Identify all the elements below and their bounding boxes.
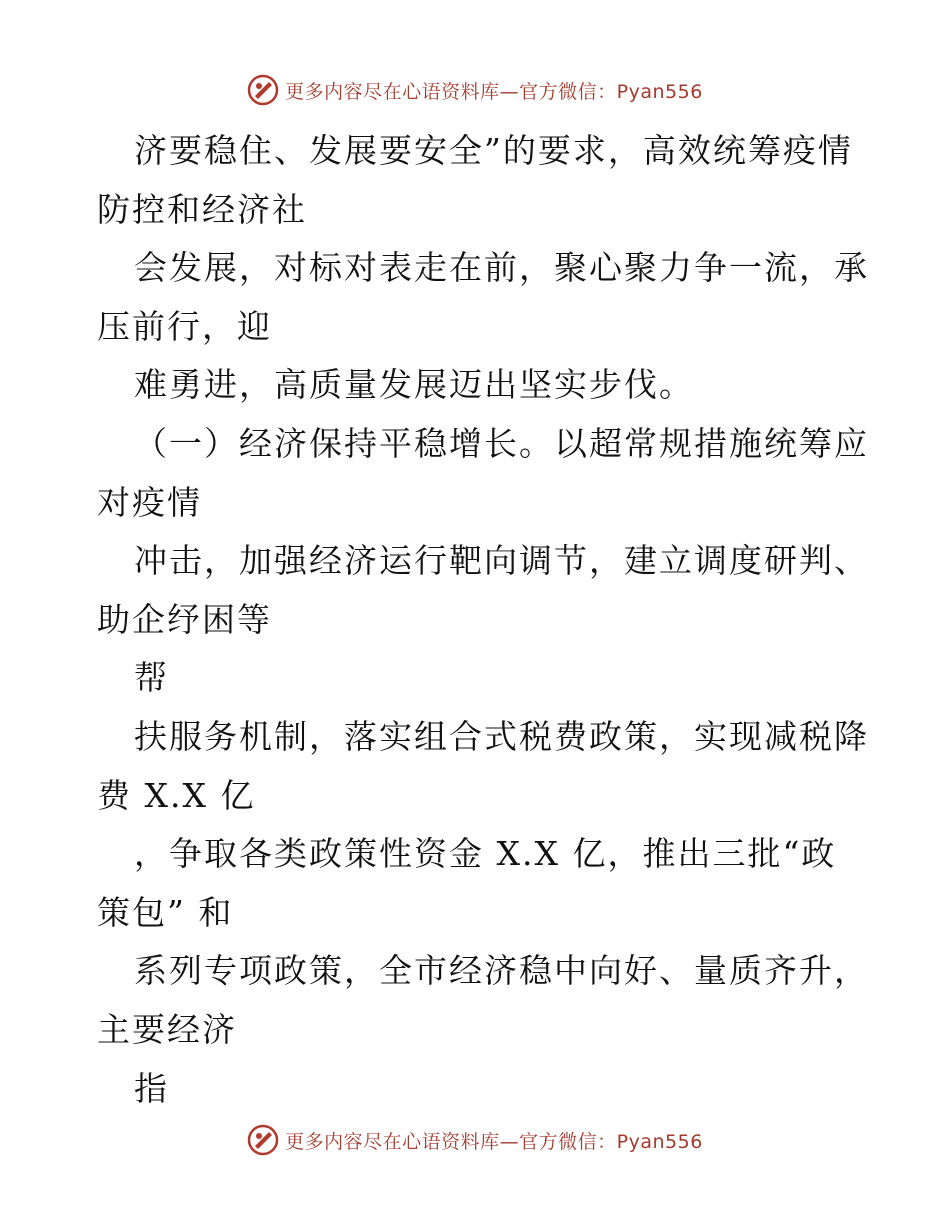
text-line: 系列专项政策，全市经济稳中向好、量质齐升， xyxy=(134,951,869,991)
section-heading-line: （一）经济保持平稳增长。以超常规措施统筹应 xyxy=(134,423,869,463)
text-line: 冲击，加强经济运行靶向调节，建立调度研判、 xyxy=(134,541,869,581)
text-line: 主要经济 xyxy=(97,1009,237,1049)
text-line: 扶服务机制，落实组合式税费政策，实现减税降 xyxy=(134,716,869,756)
text-line: 会发展，对标对表走在前，聚心聚力争一流，承 xyxy=(134,248,869,288)
watermark-text: 更多内容尽在心语资料库—官方微信：Pyan556 xyxy=(285,1130,703,1153)
text-line: 指 xyxy=(134,1068,169,1108)
text-line: 帮 xyxy=(134,658,169,698)
seal-logo-icon xyxy=(247,1124,279,1156)
text-line: 压前行，迎 xyxy=(97,306,272,346)
text-line: 助企纾困等 xyxy=(97,599,272,639)
text-line: 策包” 和 xyxy=(97,892,234,932)
text-line: ，争取各类政策性资金 X.X 亿，推出三批“政 xyxy=(134,834,837,874)
seal-logo-icon xyxy=(247,74,279,106)
watermark-text: 更多内容尽在心语资料库—官方微信：Pyan556 xyxy=(285,80,703,103)
footer-watermark xyxy=(0,1120,950,1160)
header-watermark xyxy=(0,70,950,110)
text-line: 对疫情 xyxy=(97,482,202,522)
text-line: 防控和经济社 xyxy=(97,189,307,229)
document-body xyxy=(97,122,869,1118)
text-line: 难勇进，高质量发展迈出坚实步伐。 xyxy=(134,365,694,405)
text-line: 费 X.X 亿 xyxy=(97,775,256,815)
text-line: 济要稳住、发展要安全”的要求，高效统筹疫情 xyxy=(134,131,853,170)
